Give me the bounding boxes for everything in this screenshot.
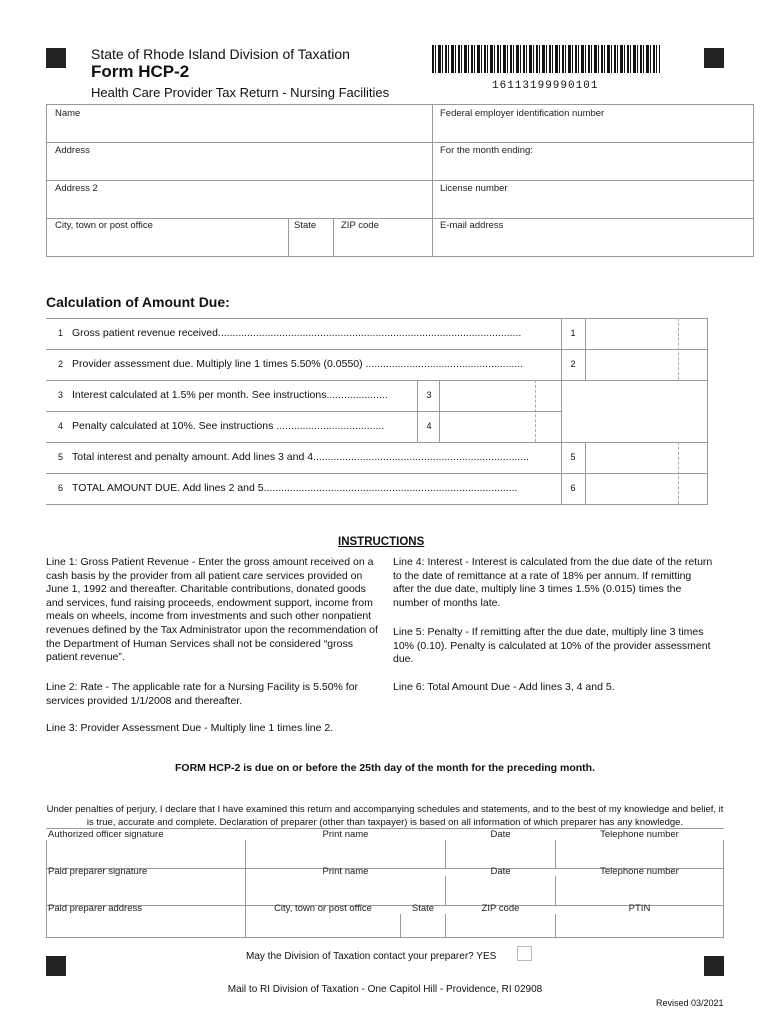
contact-preparer-question: May the Division of Taxation contact your preparer? YES: [246, 951, 497, 962]
line-2-amount-field[interactable]: [586, 350, 706, 379]
preparer-zip-field[interactable]: [446, 915, 554, 936]
address2-label: Address 2: [55, 183, 98, 194]
line-1-amount-field[interactable]: [586, 319, 706, 348]
due-date-notice: FORM HCP-2 is due on or before the 25th day of the month for the preceding month.: [174, 762, 595, 774]
line-2-label: Provider assessment due. Multiply line 1 times 5.50% (0.0550) ......................................................: [72, 358, 524, 370]
line-4-number: 4: [58, 421, 64, 431]
perjury-declaration: Under penalties of perjury, I declare that I have examined this return and accompanying schedules and statements, and to the best of my knowledge and belief, it is true, accurate and complete. Declaration of preparer (other than taxpayer) is based on all information of which preparer has any knowledge.: [46, 804, 724, 828]
line-5-amount-field[interactable]: [586, 443, 706, 472]
calculation-heading: Calculation of Amount Due:: [46, 294, 230, 310]
email-label: E-mail address: [440, 220, 504, 231]
month-ending-field[interactable]: [433, 158, 752, 179]
state-field[interactable]: [289, 233, 332, 255]
telephone-label: Telephone number: [600, 829, 679, 840]
instruction-line-6: Line 6: Total Amount Due - Add lines 3, 4 and 5.: [393, 681, 615, 693]
form-title: Form HCP-2: [91, 62, 190, 81]
line-3-box-number: 3: [426, 390, 432, 400]
revision-date: Revised 03/2021: [656, 998, 724, 1008]
preparer-address-label: Paid preparer address: [48, 903, 142, 914]
license-field[interactable]: [433, 196, 752, 217]
line-3-label: Interest calculated at 1.5% per month. See instructions.....................: [72, 389, 388, 401]
line-4-amount-field[interactable]: [440, 412, 560, 441]
preparer-telephone-field[interactable]: [556, 878, 722, 904]
instruction-line-1: Line 1: Gross Patient Revenue - Enter the gross amount received on a cash basis by the provider from all patient care services provided on June 1, 1992 and thereafter. Charitable contributions, donated goods and services, fund raising proceeds, endowment support, income from meals on wheels, income from investments and such other nonpatient revenues defined by the Tax Administrator upon the recommendation of the Department of Human Services shall not be considered “gross patient revenue”.: [46, 556, 378, 664]
print-name-label: Print name: [322, 829, 369, 840]
state-label: State: [294, 220, 317, 231]
agency-name: State of Rhode Island Division of Taxation: [91, 46, 350, 62]
barcode: [432, 45, 660, 73]
officer-signature-label: Authorized officer signature: [48, 829, 164, 840]
line-4-box-number: 4: [426, 421, 432, 431]
instruction-line-2: Line 2: Rate - The applicable rate for a Nursing Facility is 5.50% for services provided 1/1/2008 and thereafter.: [46, 681, 359, 707]
form-subtitle: Health Care Provider Tax Return - Nursing Facilities: [91, 85, 390, 100]
instruction-line-4: Line 4: Interest - Interest is calculated from the due date of the return to the date of remittance at a rate of 18% per annum. If remitting after the due date, multiply line 3 times 1.5% (0.015) times the number of months late.: [393, 556, 713, 609]
instructions-heading: INSTRUCTIONS: [338, 536, 425, 548]
instruction-line-3: Line 3: Provider Assessment Due - Multiply line 1 times line 2.: [46, 722, 334, 734]
line-6-amount-field[interactable]: [586, 474, 706, 503]
line-1-label: Gross patient revenue received........................................................................................................: [72, 327, 522, 339]
registration-mark-bottom-left: [46, 956, 66, 976]
preparer-zip-label: ZIP code: [481, 903, 520, 914]
date-label: Date: [490, 829, 511, 840]
zip-field[interactable]: [334, 233, 431, 255]
line-6-box-number: 6: [570, 483, 576, 493]
preparer-city-field[interactable]: [246, 915, 399, 936]
city-label: City, town or post office: [55, 220, 153, 231]
line-6-number: 6: [58, 483, 64, 493]
month-ending-label: For the month ending:: [440, 145, 533, 156]
line-3-number: 3: [58, 390, 64, 400]
registration-mark-top-right: [704, 48, 724, 68]
name-field[interactable]: [47, 120, 431, 141]
fein-label: Federal employer identification number: [440, 108, 605, 119]
zip-label: ZIP code: [341, 220, 379, 231]
officer-telephone-field[interactable]: [556, 841, 722, 867]
preparer-date-label: Date: [490, 866, 511, 877]
line-1-box-number: 1: [570, 328, 576, 338]
ptin-field[interactable]: [556, 915, 722, 936]
preparer-signature-label: Paid preparer signature: [48, 866, 148, 877]
instruction-line-5: Line 5: Penalty - If remitting after the due date, multiply line 3 times 10% (0.10). Penalty is calculated at 10% of the provider assessment due.: [393, 626, 711, 666]
address-field[interactable]: [47, 158, 431, 179]
preparer-print-name-label: Print name: [322, 866, 369, 877]
license-label: License number: [440, 183, 508, 194]
barcode-number: 16113199990101: [492, 80, 599, 92]
line-2-number: 2: [58, 359, 64, 369]
fein-field[interactable]: [433, 120, 752, 141]
line-4-label: Penalty calculated at 10%. See instructions .....................................: [72, 420, 385, 432]
name-label: Name: [55, 108, 81, 119]
preparer-address-field[interactable]: [47, 915, 244, 936]
line-2-box-number: 2: [570, 359, 576, 369]
preparer-date-field[interactable]: [446, 878, 554, 904]
preparer-state-label: State: [411, 903, 435, 914]
line-5-label: Total interest and penalty amount. Add lines 3 and 4..........................................................................: [72, 451, 529, 463]
address-label: Address: [55, 145, 90, 156]
line-5-box-number: 5: [570, 452, 576, 462]
address2-field[interactable]: [47, 196, 431, 217]
registration-mark-bottom-right: [704, 956, 724, 976]
officer-date-field[interactable]: [446, 841, 554, 867]
preparer-print-name-field[interactable]: [246, 878, 444, 904]
contact-preparer-yes-checkbox[interactable]: [517, 946, 532, 961]
registration-mark-top-left: [46, 48, 66, 68]
city-field[interactable]: [47, 233, 287, 255]
officer-print-name-field[interactable]: [246, 841, 444, 867]
line-3-amount-field[interactable]: [440, 381, 560, 410]
line-5-number: 5: [58, 452, 64, 462]
line-1-number: 1: [58, 328, 64, 338]
line-6-label: TOTAL AMOUNT DUE. Add lines 2 and 5.......................................................................................: [72, 482, 518, 494]
preparer-state-field[interactable]: [401, 915, 444, 936]
mailing-address: Mail to RI Division of Taxation - One Capitol Hill - Providence, RI 02908: [227, 984, 543, 995]
preparer-telephone-label: Telephone number: [600, 866, 679, 877]
email-field[interactable]: [433, 233, 752, 255]
ptin-label: PTIN: [628, 903, 651, 914]
preparer-signature-field[interactable]: [47, 878, 244, 904]
officer-signature-field[interactable]: [47, 841, 244, 867]
preparer-city-label: City, town or post office: [274, 903, 372, 914]
